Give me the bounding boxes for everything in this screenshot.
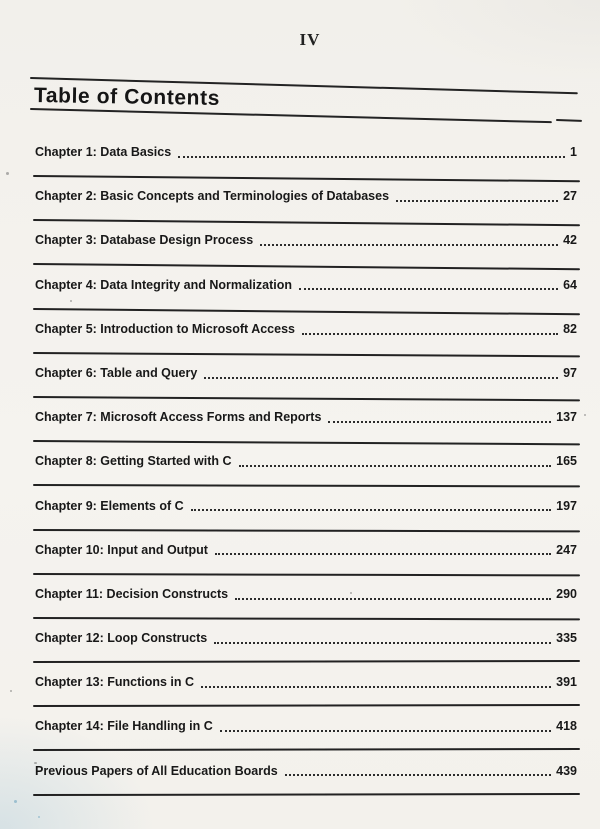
toc-entry [35, 455, 577, 469]
toc-entry-label: Chapter 3: Database Design Process [35, 233, 254, 248]
toc-entry-page: 391 [556, 675, 577, 690]
toc-entry [35, 765, 577, 779]
separator-line [33, 660, 580, 663]
toc-entry-label: Previous Papers of All Education Boards [35, 763, 278, 778]
separator-line [33, 484, 580, 488]
toc-entry [35, 234, 577, 248]
scan-speck [34, 762, 37, 764]
toc-entry-page: 42 [563, 233, 577, 248]
dotted-leader [396, 199, 558, 202]
toc-entry [35, 544, 577, 558]
toc-row [35, 184, 577, 228]
toc-entry-label: Chapter 5: Introduction to Microsoft Access [35, 321, 295, 336]
toc-row [35, 317, 577, 361]
toc-entry-page: 247 [556, 542, 577, 557]
toc-entry [35, 720, 577, 734]
scan-speck [6, 172, 9, 175]
separator-line [33, 573, 580, 577]
header-rule-dash [556, 119, 582, 122]
toc-entry-page: 418 [556, 719, 577, 734]
toc-entry-page: 335 [556, 631, 577, 646]
separator-line [33, 263, 580, 270]
toc-row [35, 582, 577, 626]
toc-entry-label: Chapter 4: Data Integrity and Normalization [35, 277, 292, 292]
toc-row [35, 494, 577, 538]
toc-entry-label: Chapter 7: Microsoft Access Forms and Reports [35, 410, 322, 425]
separator-line [33, 175, 580, 182]
separator-line [33, 440, 580, 446]
separator-line [33, 748, 580, 751]
toc-row [35, 759, 577, 803]
separator-line [33, 352, 580, 358]
separator-line [33, 396, 580, 402]
separator-line [33, 529, 580, 533]
scan-speck [70, 300, 72, 302]
toc-entry [35, 146, 577, 160]
dotted-leader [178, 155, 565, 158]
dotted-leader [302, 332, 558, 335]
separator-line [33, 704, 580, 707]
toc-row [35, 714, 577, 758]
dotted-leader [260, 243, 558, 246]
scan-speck [14, 800, 17, 803]
toc-entry [35, 411, 577, 425]
dotted-leader [235, 597, 551, 600]
toc-entry-page: 439 [556, 763, 577, 778]
dotted-leader [328, 420, 551, 423]
scan-speck [584, 414, 586, 416]
page-number-folio: IV [299, 30, 321, 49]
toc-entry [35, 279, 577, 293]
toc-entry [35, 676, 577, 690]
toc-row [35, 273, 577, 317]
scan-speck [38, 816, 40, 818]
toc-entry-label: Chapter 14: File Handling in C [35, 719, 213, 734]
toc-row [35, 405, 577, 449]
toc-entry-page: 1 [570, 145, 577, 159]
toc-entry-page: 165 [556, 454, 577, 469]
toc-entry-label: Chapter 11: Decision Constructs [35, 586, 229, 601]
dotted-leader [191, 508, 552, 511]
toc-entry-page: 97 [563, 365, 577, 380]
dotted-leader [285, 773, 551, 776]
toc-entry-label: Chapter 6: Table and Query [35, 365, 198, 380]
toc-entry-page: 290 [556, 586, 577, 601]
dotted-leader [299, 287, 558, 290]
scan-speck [10, 690, 12, 692]
toc-row [35, 626, 577, 670]
toc-entry-label: Chapter 8: Getting Started with C [35, 454, 232, 469]
toc-entry [35, 632, 577, 646]
separator-line [33, 617, 580, 621]
toc-row [35, 538, 577, 582]
dotted-leader [239, 464, 552, 467]
table-of-contents [35, 140, 577, 803]
header-bottom-rule [30, 108, 552, 123]
toc-entry [35, 588, 577, 602]
separator-line [33, 308, 580, 316]
dotted-leader [204, 376, 558, 379]
toc-row [35, 228, 577, 272]
toc-entry [35, 323, 577, 337]
toc-entry-page: 27 [563, 189, 577, 204]
toc-entry-label: Chapter 12: Loop Constructs [35, 631, 208, 646]
separator-line [33, 219, 580, 227]
toc-entry-label: Chapter 9: Elements of C [35, 498, 184, 513]
separator-line [33, 793, 580, 796]
toc-row [35, 449, 577, 493]
toc-row [35, 140, 577, 184]
toc-row [35, 670, 577, 714]
dotted-leader [201, 685, 551, 688]
toc-entry-page: 197 [556, 498, 577, 513]
toc-entry-page: 82 [563, 321, 577, 336]
toc-entry-label: Chapter 13: Functions in C [35, 675, 195, 690]
dotted-leader [215, 552, 551, 555]
toc-entry-page: 137 [556, 410, 577, 425]
toc-entry [35, 367, 577, 381]
scan-speck [350, 592, 352, 594]
toc-row [35, 361, 577, 405]
toc-entry [35, 190, 577, 204]
toc-entry-label: Chapter 1: Data Basics [35, 145, 172, 159]
dotted-leader [214, 641, 551, 644]
toc-entry-page: 64 [563, 277, 577, 292]
toc-entry-label: Chapter 2: Basic Concepts and Terminologies of Databases [35, 189, 390, 204]
toc-entry [35, 500, 577, 514]
toc-entry-label: Chapter 10: Input and Output [35, 542, 208, 557]
page-title: Table of Contents [33, 84, 221, 110]
dotted-leader [220, 729, 551, 732]
